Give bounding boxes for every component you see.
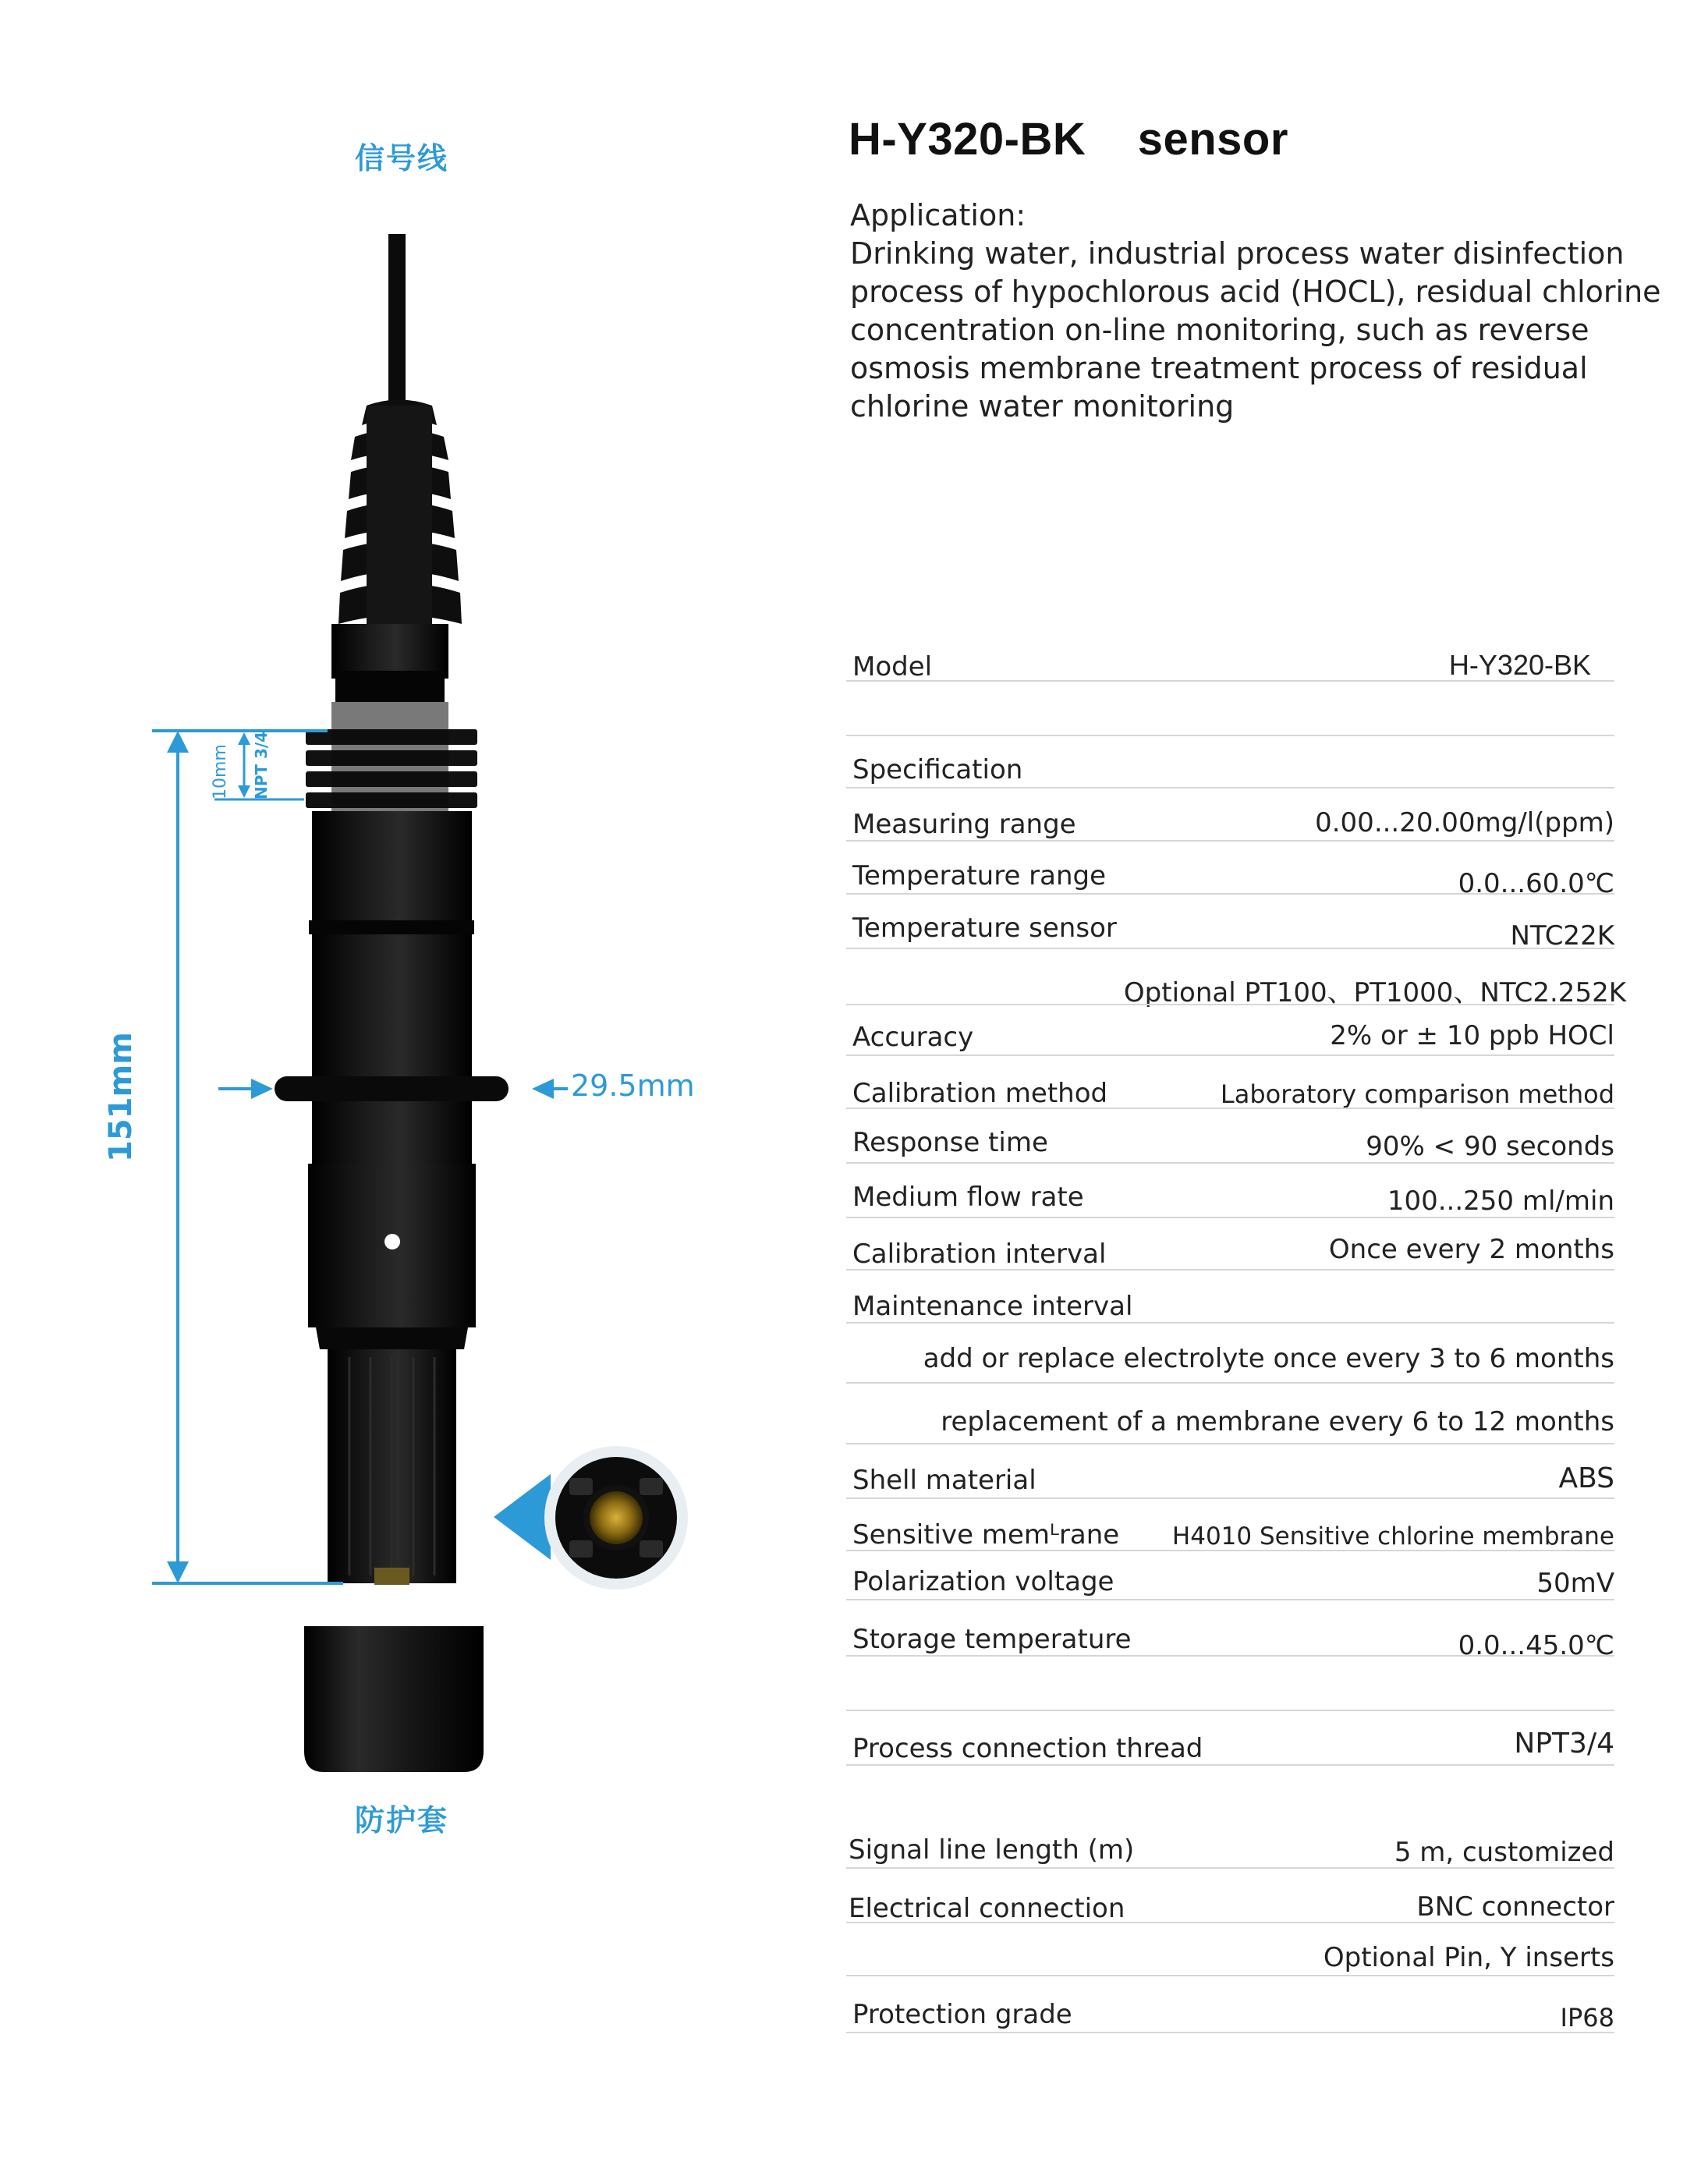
calibration-method-value: Laboratory comparison method — [1220, 1079, 1614, 1109]
thread-type-label: NPT 3/4 — [252, 731, 271, 799]
upper-body — [331, 624, 448, 679]
page-title — [849, 113, 1288, 165]
measuring-range-value: 0.00...20.00mg/l(ppm) — [1315, 807, 1614, 838]
application-line: Drinking water, industrial process water disinfection — [850, 236, 1625, 271]
shell-material-value: ABS — [1558, 1462, 1614, 1494]
protective-cap — [304, 1626, 484, 1772]
spec-divider — [846, 1380, 1614, 1384]
spec-divider — [846, 946, 1614, 949]
response-time-label: Response time — [852, 1127, 1048, 1158]
maintenance-interval-label: Maintenance interval — [852, 1291, 1133, 1322]
spec-divider — [846, 1763, 1614, 1766]
temperature-range-label: Temperature range — [852, 860, 1107, 891]
spec-divider — [846, 838, 1614, 842]
polarization-voltage-value: 50mV — [1536, 1568, 1614, 1599]
width-dimension-label: 29.5mm — [571, 1069, 695, 1103]
response-time-value: 90% < 90 seconds — [1366, 1131, 1614, 1162]
spec-divider — [846, 679, 1614, 682]
medium-flow-rate-label: Medium flow rate — [852, 1182, 1084, 1213]
npt-thread — [306, 702, 477, 811]
spec-divider — [846, 1053, 1614, 1056]
signal-line-length-value: 5 m, customized — [1394, 1837, 1614, 1868]
application-section — [850, 197, 1700, 426]
spec-divider — [846, 1002, 1614, 1005]
application-line: concentration on-line monitoring, such as reverse — [850, 313, 1589, 347]
flange — [275, 1076, 509, 1101]
model-code: H-Y320-BK — [849, 114, 1086, 165]
spec-divider — [846, 733, 1614, 736]
product-type: sensor — [1137, 114, 1288, 165]
spec-divider — [846, 1597, 1614, 1600]
strain-relief — [338, 400, 462, 633]
sensor-illustration — [0, 0, 780, 1950]
accuracy-label: Accuracy — [852, 1022, 974, 1053]
spec-divider — [846, 1267, 1614, 1271]
spec-divider — [846, 1161, 1614, 1164]
protective-cap-label: 防护套 — [355, 1803, 449, 1838]
spec-divider — [846, 1441, 1614, 1444]
model-value: H-Y320-BK — [1448, 649, 1591, 681]
temperature-sensor-label: Temperature sensor — [852, 913, 1117, 944]
medium-flow-rate-value: 100...250 ml/min — [1387, 1186, 1614, 1217]
signal-line-length-label: Signal line length (m) — [849, 1834, 1135, 1866]
spec-divider — [846, 1106, 1614, 1109]
spec-divider — [846, 1548, 1614, 1551]
storage-temperature-label: Storage temperature — [852, 1624, 1132, 1655]
calibration-interval-value: Once every 2 months — [1328, 1234, 1614, 1265]
calibration-interval-label: Calibration interval — [852, 1239, 1107, 1270]
spec-divider — [846, 1866, 1614, 1869]
application-line: process of hypochlorous acid (HOCL), residual chlorine — [850, 275, 1661, 309]
electrical-connection-optional: Optional Pin, Y inserts — [1323, 1942, 1614, 1973]
temperature-range-value: 0.0...60.0℃ — [1458, 868, 1614, 899]
electrical-connection-label: Electrical connection — [849, 1893, 1125, 1924]
spec-divider — [846, 1320, 1614, 1324]
spec-divider — [846, 1973, 1614, 1976]
application-heading: Application: — [850, 198, 1026, 232]
polarization-voltage-label: Polarization voltage — [852, 1566, 1114, 1597]
shell-material-label: Shell material — [852, 1465, 1036, 1496]
sensitive-membrane-label: Sensitive memᴸrane — [852, 1519, 1120, 1551]
vent-hole — [384, 1234, 400, 1249]
spec-divider — [846, 1920, 1614, 1923]
maintenance-interval-line1: add or replace electrolyte once every 3 to 6 months — [923, 1343, 1614, 1374]
sensitive-membrane-value: H4010 Sensitive chlorine membrane — [1171, 1522, 1614, 1551]
storage-temperature-value: 0.0...45.0℃ — [1458, 1630, 1614, 1661]
protection-grade-label: Protection grade — [852, 1999, 1072, 2030]
sensor-drawing — [0, 0, 780, 2169]
maintenance-interval-line2: replacement of a membrane every 6 to 12 months — [941, 1406, 1614, 1437]
calibration-method-label: Calibration method — [852, 1078, 1108, 1109]
signal-cable — [388, 234, 406, 421]
spec-divider — [846, 2030, 1614, 2033]
protection-grade-value: IP68 — [1560, 2003, 1614, 2033]
electrical-connection-value: BNC connector — [1416, 1891, 1614, 1923]
application-line: osmosis membrane treatment process of residual — [850, 351, 1588, 385]
process-connection-label: Process connection thread — [852, 1733, 1203, 1764]
length-dimension-label: 151mm — [103, 1032, 139, 1162]
spec-divider — [846, 891, 1614, 895]
process-connection-value: NPT3/4 — [1514, 1728, 1614, 1760]
spec-divider — [846, 785, 1614, 789]
model-label: Model — [852, 651, 933, 682]
thread-height-label: 10mm — [211, 744, 230, 799]
measuring-range-label: Measuring range — [852, 809, 1076, 840]
temperature-sensor-optional: Optional PT100、PT1000、NTC2.252K — [1123, 977, 1626, 1008]
spec-divider — [846, 1215, 1614, 1218]
specification-label: Specification — [852, 754, 1023, 785]
accuracy-value: 2% or ± 10 ppb HOCl — [1330, 1020, 1614, 1051]
spec-divider — [846, 1496, 1614, 1499]
application-line: chlorine water monitoring — [850, 389, 1235, 424]
tip-callout-pointer — [494, 1474, 551, 1560]
temperature-sensor-value: NTC22K — [1510, 920, 1614, 952]
spec-divider — [846, 1708, 1614, 1711]
signal-line-label: 信号线 — [355, 141, 449, 175]
spec-divider — [846, 1653, 1614, 1657]
